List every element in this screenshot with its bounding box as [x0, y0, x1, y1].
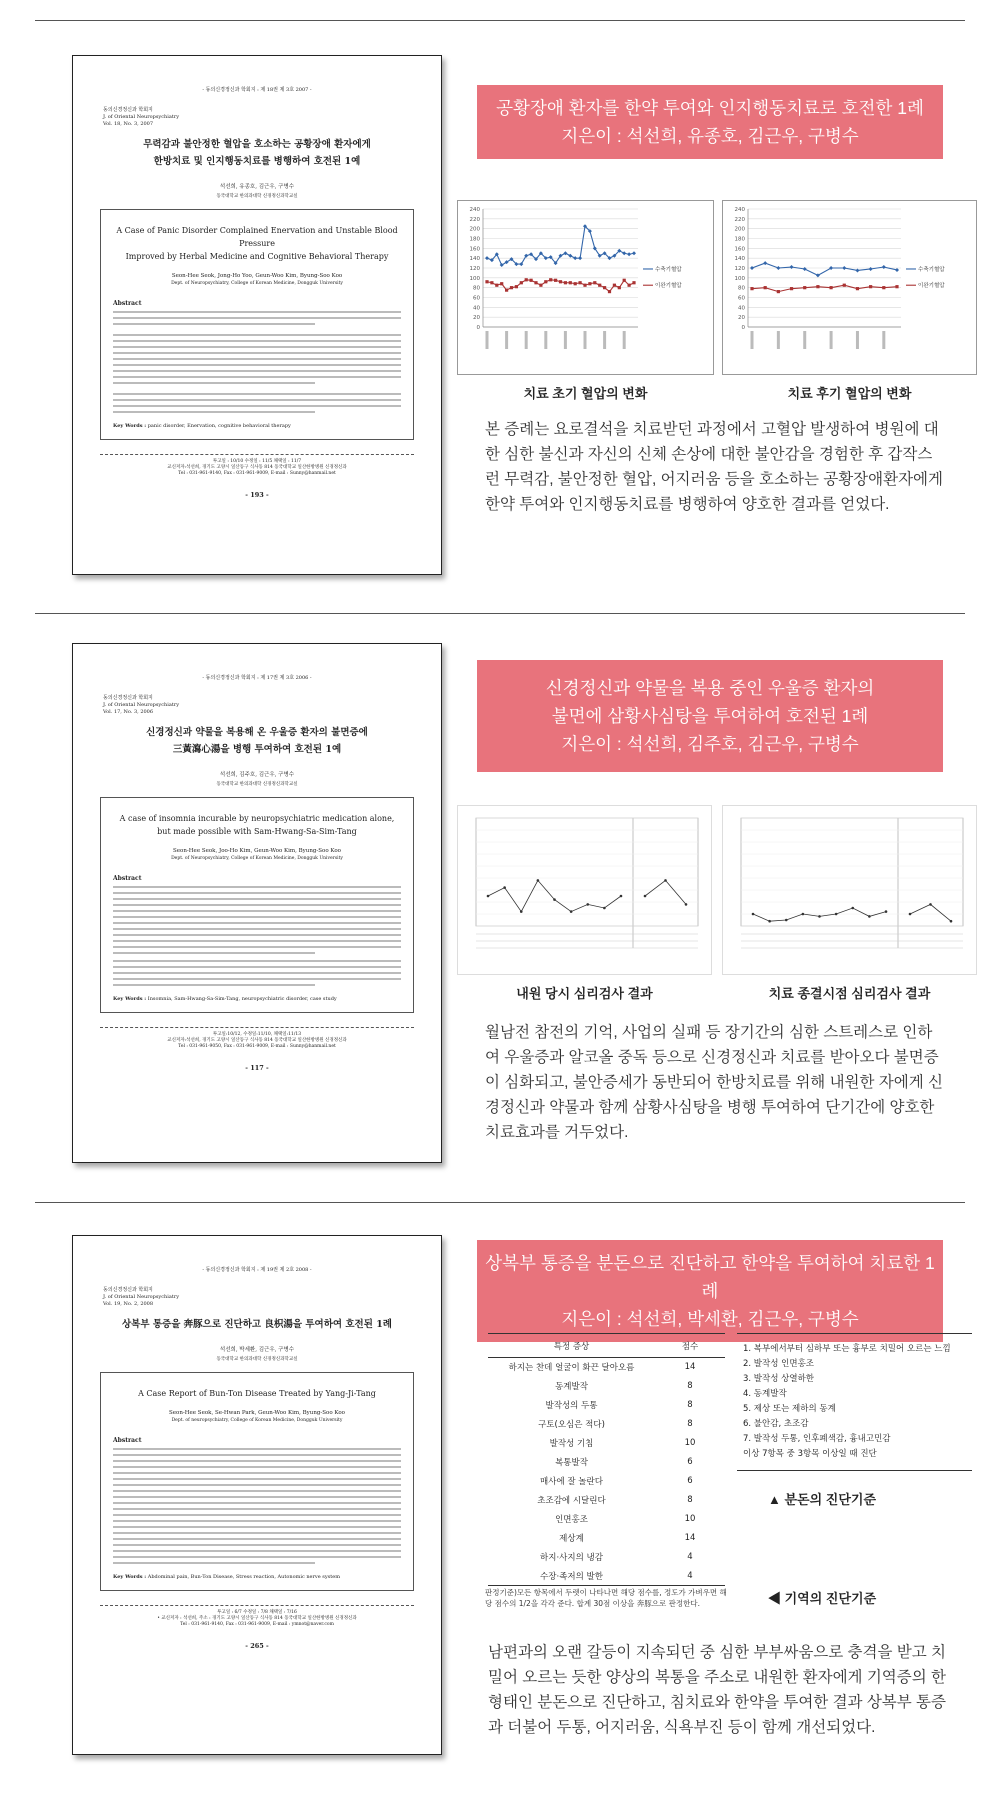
title-line: 무력감과 불안정한 혈압을 호소하는 공황장애 환자에게 — [143, 139, 371, 150]
criteria-item: 1. 복부에서부터 심하부 또는 흉부로 치밀어 오르는 느낌 — [743, 1344, 951, 1354]
data-point — [608, 290, 611, 293]
score-cell: 14 — [684, 1362, 696, 1373]
data-point — [882, 265, 886, 269]
case-title-banner-1 — [477, 85, 943, 159]
symptom-cell: 수장·족저의 발한 — [488, 1567, 655, 1586]
data-point — [929, 903, 932, 906]
keywords-label: Key Words : — [113, 996, 147, 1002]
paper-footnote — [100, 454, 414, 477]
data-point — [579, 281, 582, 284]
paper-journal — [103, 695, 441, 716]
data-point — [885, 910, 888, 913]
y-tick-label: 160 — [734, 246, 745, 253]
data-point — [520, 910, 523, 913]
symptom-cell: 동계발작 — [555, 1382, 588, 1392]
case-title: 공황장애 환자를 한약 투여와 인지행동치료로 호전한 1례 — [496, 98, 924, 118]
series-line-systolic — [752, 263, 897, 275]
score-cell: 10 — [684, 1438, 696, 1448]
footnote-line: 투고일:10/12, 수정일:11/10, 채택일:11/13 — [212, 1032, 302, 1037]
keywords-label: Key Words : — [113, 1574, 147, 1580]
data-point — [628, 284, 631, 287]
paper-runhead: - 동의신경정신과 학회지 : 제 17권 제 3호 2006 - — [202, 675, 312, 681]
data-point — [855, 268, 859, 272]
title-line: but made possible with Sam-Hwang-Sa-Sim-Tang — [157, 827, 357, 836]
symptom-cell: 하지·사지의 냉감 — [540, 1553, 603, 1563]
criteria-item: 5. 제상 또는 제하의 동계 — [743, 1404, 836, 1414]
data-point — [622, 251, 626, 255]
keywords-text: Abdominal pain, Bun-Ton Disease, Stress reaction, Autonomic nerve system — [147, 1574, 340, 1580]
score-cell: 14 — [684, 1533, 696, 1543]
plot-frame — [741, 818, 963, 926]
giyeok-criteria-caption: ◀ 기역의 진단기준 — [768, 1591, 877, 1606]
score-cell: 6 — [687, 1457, 693, 1467]
score-cell: 8 — [687, 1381, 693, 1391]
paper-authors: 석선희, 유종호, 김근우, 구병수 — [219, 184, 295, 190]
bunton-criteria-caption: ▲ 분돈의 진단기준 — [768, 1492, 876, 1507]
y-tick-label: 40 — [473, 305, 480, 312]
table-row — [488, 1358, 725, 1377]
chart-caption-late: 치료 후기 혈압의 변화 — [787, 386, 912, 401]
data-point — [627, 252, 631, 256]
data-point — [490, 281, 493, 284]
data-point — [525, 278, 528, 281]
abstract-heading: Abstract — [113, 1437, 142, 1444]
score-cell: 8 — [687, 1419, 693, 1429]
paper-english-authors: Seon-Hee Seok, Joo-Ho Kim, Geun-Woo Kim, Byung-Soo Koo — [173, 848, 341, 854]
symptom-cell: 제상계 — [559, 1534, 584, 1544]
case-description-3: 남편과의 오랜 갈등이 지속되던 중 심한 부부싸움으로 충격을 받고 치밀어 오르는 듯한 양상의 복통을 주소로 내원한 환자에게 기역증의 한 형태인 분돈으로 진단하고, 침치료와 한약을 투여한 결과 상복부 통증과 더불어 두통, 어지러움, 식욕부진 등이 함께 개선되었다. — [488, 1644, 947, 1736]
x-tick-label — [584, 331, 587, 349]
data-point — [632, 251, 636, 255]
table-row — [488, 1529, 725, 1548]
series-line — [910, 904, 951, 921]
data-point — [777, 290, 780, 293]
legend-label: 수축기혈압 — [655, 266, 682, 273]
data-point — [515, 285, 518, 288]
keywords-text: panic disorder, Enervation, cognitive behavioral therapy — [147, 423, 291, 429]
paper-english-title — [113, 812, 401, 838]
symptom-cell: 인면홍조 — [555, 1515, 588, 1525]
paper-journal — [103, 1287, 441, 1308]
y-tick-label: 0 — [476, 325, 480, 331]
case-authors: 지은이 : 석선희, 유종호, 김근우, 구병수 — [561, 126, 859, 146]
paper-keywords — [113, 423, 401, 429]
paper-english-dept: Dept. of Neuropsychiatry, College of Korean Medicine, Dongguk University — [171, 281, 343, 286]
series-line — [753, 908, 886, 921]
chart-psych-initial — [457, 805, 712, 975]
table-header: 특정 증상 — [488, 1334, 655, 1358]
paper-english-authors: Seon-Hee Seok, Jong-Ho Yoo, Geun-Woo Kim, Byung-Soo Koo — [171, 273, 343, 279]
abstract-heading: Abstract — [113, 300, 142, 307]
paper-keywords — [113, 996, 401, 1002]
journal-name: 동의신경정신과 학회지 — [103, 695, 153, 701]
x-tick-label — [751, 331, 754, 349]
x-tick-label — [830, 331, 833, 349]
paper-thumbnail-3 — [72, 1235, 442, 1755]
case-authors: 지은이 : 석선희, 김주호, 김근우, 구병수 — [561, 734, 859, 754]
table-row — [488, 1548, 725, 1567]
y-tick-label: 40 — [738, 305, 745, 312]
paper-affiliation: 동국대학교 한의과대학 신경정신과학교실 — [216, 194, 298, 199]
y-tick-label: 140 — [469, 256, 480, 263]
symptom-cell: 초조감에 시달린다 — [537, 1496, 606, 1506]
y-tick-label: 20 — [473, 315, 480, 322]
table-header-row — [488, 1334, 725, 1358]
chart-caption-psych-final: 치료 종결시점 심리검사 결과 — [768, 986, 931, 1001]
data-point — [802, 913, 805, 916]
table-row — [488, 1434, 725, 1453]
table-row — [488, 1377, 725, 1396]
y-tick-label: 100 — [469, 275, 480, 282]
table-row — [488, 1415, 725, 1434]
score-cell: 8 — [687, 1400, 693, 1410]
paper-journal — [103, 107, 441, 128]
paper-authors: 석선희, 박세환, 김근우, 구병수 — [219, 1347, 295, 1353]
data-point — [537, 879, 540, 882]
data-point — [485, 256, 489, 260]
data-point — [763, 261, 767, 265]
criteria-item: 4. 동계발작 — [743, 1389, 787, 1399]
paper-english-box — [100, 797, 414, 1013]
paper-english-box — [100, 1372, 414, 1591]
data-point — [554, 279, 557, 282]
data-point — [909, 913, 912, 916]
y-tick-label: 80 — [738, 285, 745, 292]
x-tick-label — [882, 331, 885, 349]
table-header: 점수 — [655, 1334, 725, 1358]
data-point — [632, 281, 635, 284]
data-point — [895, 268, 899, 272]
footnote-line: 투고일 : 10/10 수정일 : 11/5 채택일 : 11/7 — [212, 459, 302, 464]
criteria-item: 7. 발작성 두통, 인후폐색감, 흉내고민감 — [743, 1434, 891, 1444]
data-point — [869, 285, 872, 288]
paper-footnote — [100, 1027, 414, 1050]
data-point — [803, 286, 806, 289]
chart-psych-final — [722, 805, 977, 975]
keywords-text: Insomnia, Sam-Hwang-Sa-Sim-Tang, neuropsychiatric disorder, case study — [147, 996, 337, 1002]
score-cell: 10 — [684, 1514, 696, 1524]
y-tick-label: 0 — [741, 325, 745, 331]
case-authors: 지은이 : 석선희, 박세환, 김근우, 구병수 — [561, 1309, 859, 1329]
case-title: 불면에 삼황사심탕을 투여하여 호전된 1례 — [551, 706, 869, 726]
y-tick-label: 140 — [734, 256, 745, 263]
x-tick-label — [856, 331, 859, 349]
y-tick-label: 120 — [469, 266, 480, 272]
data-point — [570, 910, 573, 913]
paper-thumbnail-2 — [72, 643, 442, 1163]
paper-korean-title — [73, 1316, 441, 1333]
data-point — [776, 266, 780, 270]
paper-english-title — [113, 1387, 401, 1400]
y-tick-label: 160 — [469, 246, 480, 253]
table-row — [488, 1510, 725, 1529]
data-point — [623, 279, 626, 282]
y-tick-label: 180 — [469, 236, 480, 243]
data-point — [856, 287, 859, 290]
case-description-1: 본 증례는 요로결석을 치료받던 과정에서 고혈압 발생하여 병원에 대한 심한 불신과 자신의 신체 손상에 대한 불안감을 경험한 후 갑작스런 무력감, 불안정한 혈압, 어지러움 등을 호소하는 공황장애환자에게 한약 투여와 인지행동치료를 병행하여 양호한 결과를 얻었다. — [485, 421, 944, 513]
data-point — [603, 907, 606, 910]
chart-bp-initial — [457, 200, 714, 375]
table-footnote: 판정기준)모든 항목에서 두렛이 나타나면 해당 점수를, 정도가 가벼우면 해당 점수의 1/2을 각각 준다. 합계 30점 이상을 奔豚으로 판정한다. — [485, 1588, 727, 1608]
journal-name: 동의신경정신과 학회지 — [103, 107, 153, 113]
y-tick-label: 220 — [469, 216, 480, 223]
divider — [35, 613, 965, 614]
data-point — [583, 284, 586, 287]
bunton-score-table — [488, 1333, 725, 1586]
paper-english-authors: Seon-Hee Seok, Se-Hwan Park, Geun-Woo Kim, Byung-Soo Koo — [169, 1410, 345, 1416]
title-line: 신경정신과 약물을 복용해 온 우울증 환자의 불면증에 — [146, 727, 368, 738]
data-point — [613, 284, 616, 287]
title-line: A Case of Panic Disorder Complained Enervation and Unstable Blood Pressure — [116, 226, 398, 248]
journal-volume: Vol. 19, No. 2, 2008 — [103, 1301, 154, 1307]
data-point — [503, 886, 506, 889]
abstract-body — [113, 886, 401, 986]
data-point — [803, 267, 807, 271]
data-point — [569, 281, 572, 284]
title-line: A Case Report of Bun-Ton Disease Treated by Yang-Ji-Tang — [138, 1389, 376, 1398]
data-point — [618, 286, 621, 289]
criteria-item: 6. 불안감, 초조감 — [743, 1419, 809, 1429]
data-point — [835, 913, 838, 916]
abstract-body — [113, 1448, 401, 1564]
case-title: 상복부 통증을 분돈으로 진단하고 한약을 투여하여 치료한 1례 — [485, 1253, 935, 1301]
symptom-cell: 복통발작 — [555, 1458, 588, 1468]
legend-label: 수축기혈압 — [918, 266, 945, 273]
case-description-2: 월남전 참전의 기억, 사업의 실패 등 장기간의 심한 스트레스로 인하여 우울증과 알코올 중독 등으로 신경정신과 치료를 받아오다 불면증이 심화되고, 불안증세가 동반되어 한방치료를 위해 내원한 자에게 신경정신과 약물과 함께 삼황사심탕을 병행 투여하여 단기간에 양호한 치료효과를 거두었다. — [485, 1024, 944, 1141]
table-row — [488, 1453, 725, 1472]
data-point — [768, 920, 771, 923]
footnote-line: Tel : 031-961-9140, Fax : 031-961-9009, E-mail : ymnot@naver.com — [180, 1622, 334, 1627]
paper-english-dept: Dept. of neuropsychiatry, College of Korean Medicine, Dongguk University — [171, 1418, 343, 1423]
divider — [35, 20, 965, 21]
paper-authors: 석선희, 김주호, 김근우, 구병수 — [219, 772, 295, 778]
criteria-item: 이상 7항목 중 3항목 이상일 때 진단 — [743, 1449, 877, 1459]
journal-name-en: J. of Oriental Neuropsychiatry — [103, 1294, 180, 1300]
plot-frame — [476, 818, 698, 926]
paper-runhead: - 동의신경정신과 학회지 : 제 19권 제 2호 2008 - — [202, 1267, 312, 1273]
y-tick-label: 80 — [473, 285, 480, 292]
paper-runhead: - 동의신경정신과 학회지 : 제 18권 제 3호 2007 - — [202, 87, 312, 93]
paper-thumbnail-1 — [72, 55, 442, 575]
paper-footnote — [100, 1605, 414, 1628]
data-point — [790, 287, 793, 290]
data-point — [539, 284, 542, 287]
y-tick-label: 240 — [734, 207, 745, 213]
x-tick-label — [777, 331, 780, 349]
data-point — [574, 282, 577, 285]
title-line: 한방치료 및 인지행동치료를 병행하여 호전된 1예 — [153, 156, 361, 167]
y-tick-label: 100 — [734, 275, 745, 282]
case-title: 신경정신과 약물을 복용 중인 우울증 환자의 — [545, 678, 875, 698]
data-point — [843, 284, 846, 287]
data-point — [568, 254, 572, 258]
data-point — [868, 915, 871, 918]
x-tick-label — [486, 331, 489, 349]
legend-label: 이완기혈압 — [655, 283, 682, 290]
table-row — [488, 1491, 725, 1510]
data-point — [603, 286, 606, 289]
data-point — [578, 256, 582, 260]
paper-page-number: - 265 - — [245, 1642, 269, 1650]
paper-korean-title — [73, 724, 441, 758]
giyeok-criteria-box — [737, 1333, 972, 1471]
footnote-line: • 교신저자 : 석선희, 주소 : 경기도 고양시 일산동구 식사동 814 동국대학교 일산한방병원 신경정신과 — [157, 1616, 357, 1621]
symptom-cell: 구토(오심은 적다) — [538, 1420, 605, 1430]
x-tick-label — [623, 331, 626, 349]
data-point — [586, 903, 589, 906]
paper-affiliation: 동국대학교 한의과대학 신경정신과학교실 — [216, 1357, 298, 1362]
data-point — [563, 251, 567, 255]
footnote-line: 투고일 : 6/7 수정일 : 7/8 채택일 : 7/16 — [217, 1610, 297, 1615]
footnote-line: 교신저자:석선희, 경기도 고양시 일산동구 식사동 814 동국대학교 일산한방병원 신경정신과 — [167, 465, 347, 470]
data-point — [829, 286, 832, 289]
series-line — [488, 880, 621, 911]
score-cell: 4 — [687, 1552, 693, 1562]
data-point — [549, 278, 552, 281]
data-point — [895, 285, 898, 288]
data-point — [790, 265, 794, 269]
symptom-cell: 발작성의 두통 — [545, 1401, 598, 1411]
paper-english-title — [113, 224, 401, 263]
footnote-line: Tel : 031-961-9140, Fax : 031-961-9009, E-mail : Sunny@hanmail.net — [178, 471, 336, 476]
data-point — [869, 267, 873, 271]
data-point — [487, 895, 490, 898]
data-point — [598, 284, 601, 287]
y-tick-label: 220 — [734, 216, 745, 223]
score-cell: 6 — [687, 1476, 693, 1486]
data-point — [818, 915, 821, 918]
x-tick-label — [525, 331, 528, 349]
y-tick-label: 60 — [473, 295, 480, 302]
title-line: 상복부 통증을 奔豚으로 진단하고 良枳湯을 투여하여 호전된 1례 — [122, 1319, 392, 1330]
data-point — [842, 266, 846, 270]
data-point — [752, 913, 755, 916]
data-point — [485, 280, 488, 283]
data-point — [495, 284, 498, 287]
journal-name-en: J. of Oriental Neuropsychiatry — [103, 702, 180, 708]
keywords-label: Key Words : — [113, 423, 147, 429]
y-tick-label: 180 — [734, 236, 745, 243]
data-point — [664, 879, 667, 882]
x-tick-label — [564, 331, 567, 349]
chart-caption-initial: 치료 초기 혈압의 변화 — [523, 386, 648, 401]
footnote-line: Tel : 031-961-9050, Fax : 031-961-9009, E-mail : Sunny@hanmail.net — [178, 1044, 336, 1049]
chart-bp-late — [722, 200, 977, 375]
data-point — [685, 903, 688, 906]
y-tick-label: 20 — [738, 315, 745, 322]
data-point — [950, 920, 953, 923]
data-point — [644, 895, 647, 898]
case-title-banner-3 — [477, 1240, 943, 1342]
data-point — [588, 282, 591, 285]
symptom-cell: 매사에 잘 놀란다 — [540, 1477, 603, 1487]
divider — [35, 1202, 965, 1203]
data-point — [750, 287, 753, 290]
criteria-item: 2. 발작성 인면홍조 — [743, 1359, 814, 1369]
criteria-item: 3. 발작성 상열하한 — [743, 1374, 814, 1384]
data-point — [520, 281, 523, 284]
journal-volume: Vol. 18, No. 3, 2007 — [103, 121, 154, 127]
data-point — [530, 279, 533, 282]
data-point — [851, 907, 854, 910]
series-line — [645, 880, 686, 904]
data-point — [620, 895, 623, 898]
symptom-cell: 발작성 기침 — [549, 1439, 594, 1449]
data-point — [573, 256, 577, 260]
y-tick-label: 240 — [469, 207, 480, 213]
chart-caption-psych-initial: 내원 당시 심리검사 결과 — [516, 986, 653, 1001]
series-line-diastolic — [752, 285, 897, 291]
x-tick-label — [803, 331, 806, 349]
abstract-body — [113, 311, 401, 413]
journal-volume: Vol. 17, No. 3, 2006 — [103, 709, 154, 715]
data-point — [564, 281, 567, 284]
title-line: Improved by Herbal Medicine and Cognitive Behavioral Therapy — [125, 252, 389, 261]
paper-affiliation: 동국대학교 한의과대학 신경정신과학교실 — [216, 782, 298, 787]
data-point — [764, 286, 767, 289]
abstract-heading: Abstract — [113, 875, 142, 882]
title-line: A case of insomnia incurable by neuropsychiatric medication alone, — [119, 814, 395, 823]
score-cell: 4 — [655, 1567, 725, 1586]
data-point — [750, 266, 754, 270]
paper-english-box — [100, 209, 414, 440]
x-tick-label — [544, 331, 547, 349]
data-point — [544, 280, 547, 283]
score-cell: 8 — [687, 1495, 693, 1505]
paper-english-dept: Dept. of Neuropsychiatry, College of Korean Medicine, Dongguk University — [171, 856, 343, 861]
data-point — [510, 286, 513, 289]
x-tick-label — [603, 331, 606, 349]
data-point — [882, 286, 885, 289]
paper-page-number: - 193 - — [245, 491, 269, 499]
journal-name-en: J. of Oriental Neuropsychiatry — [103, 114, 180, 120]
title-line: 三黃瀉心湯을 병행 투여하여 호전된 1예 — [172, 744, 342, 755]
data-point — [553, 898, 556, 901]
journal-name: 동의신경정신과 학회지 — [103, 1287, 153, 1293]
y-tick-label: 200 — [469, 226, 480, 233]
data-point — [593, 281, 596, 284]
y-tick-label: 200 — [734, 226, 745, 233]
data-point — [500, 282, 503, 285]
data-point — [785, 919, 788, 922]
legend-label: 이완기혈압 — [918, 283, 945, 290]
symptom-cell: 하지는 찬데 얼굴이 화끈 달아오름 — [508, 1363, 635, 1374]
case-title-banner-2 — [477, 660, 943, 772]
data-point — [816, 285, 819, 288]
table-row — [488, 1472, 725, 1491]
data-point — [505, 289, 508, 292]
paper-page-number: - 117 - — [245, 1064, 269, 1072]
x-tick-label — [505, 331, 508, 349]
y-tick-label: 120 — [734, 266, 745, 272]
table-row — [488, 1396, 725, 1415]
paper-keywords — [113, 1574, 401, 1580]
data-point — [559, 280, 562, 283]
data-point — [534, 281, 537, 284]
y-tick-label: 60 — [738, 295, 745, 302]
table-row — [488, 1567, 725, 1586]
footnote-line: 교신저자:석선희, 경기도 고양시 일산동구 식사동 814 동국대학교 일산한방병원 신경정신과 — [167, 1038, 347, 1043]
paper-korean-title — [73, 136, 441, 170]
series-line-systolic — [487, 226, 634, 265]
